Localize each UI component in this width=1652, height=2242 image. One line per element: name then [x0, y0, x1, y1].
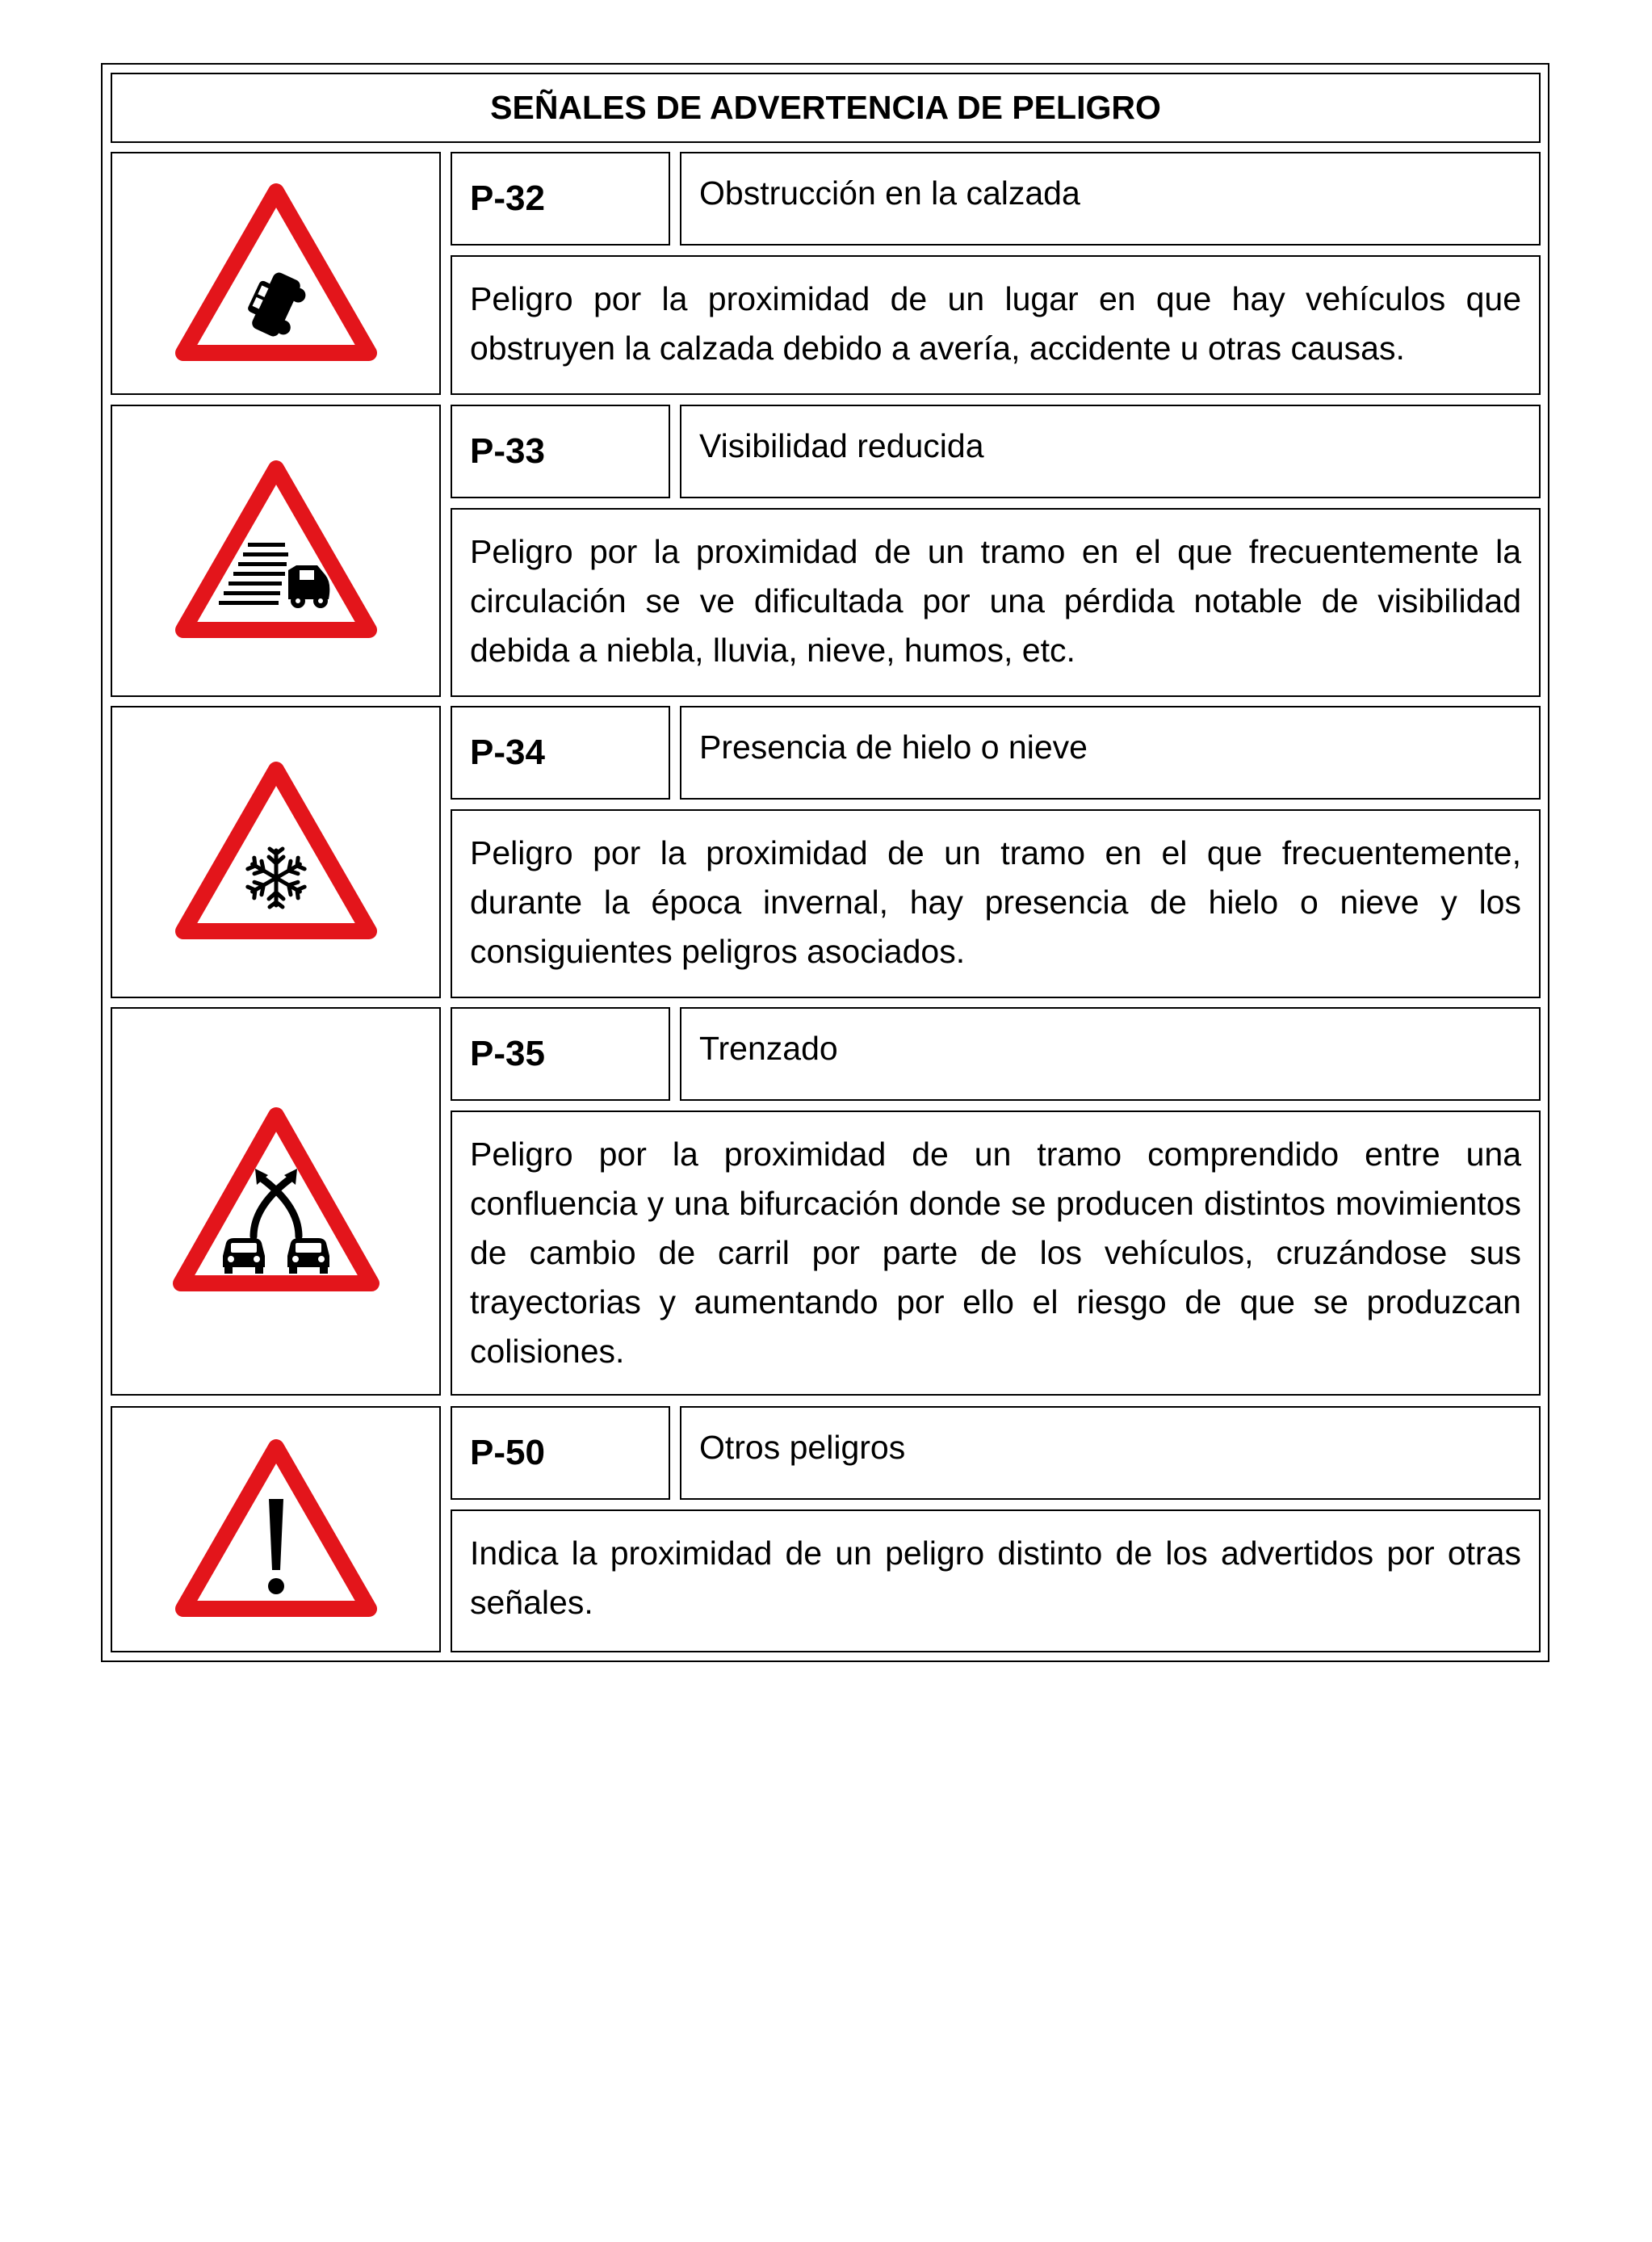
sign-code: P-33	[451, 405, 670, 498]
sign-description: Peligro por la proximidad de un tramo comprendido entre una confluencia y una bifurcación donde se producen distintos movimientos de cambio de carril por parte de los vehículos, cruzándose sus trayectorias y aumentando por ello el riesgo de que se produzcan colisiones.	[451, 1111, 1541, 1396]
sign-name: Presencia de hielo o nieve	[680, 706, 1541, 800]
sign-name: Obstrucción en la calzada	[680, 152, 1541, 246]
sign-description: Indica la proximidad de un peligro distinto de los advertidos por otras señales.	[451, 1509, 1541, 1652]
sign-code: P-34	[451, 706, 670, 800]
sign-image-cell	[111, 1007, 441, 1396]
crossing-lanes-warning-sign-icon	[163, 1101, 389, 1303]
sign-name: Otros peligros	[680, 1406, 1541, 1500]
sign-description: Peligro por la proximidad de un tramo en el que frecuentemente, durante la época invernal, hay presencia de hielo o nieve y los consiguientes peligros asociados.	[451, 809, 1541, 998]
sign-image-cell	[111, 152, 441, 395]
sign-name: Visibilidad reducida	[680, 405, 1541, 498]
snowflake-warning-sign-icon	[167, 755, 385, 949]
sign-image-cell	[111, 405, 441, 697]
sign-image-cell	[111, 1406, 441, 1652]
sign-name: Trenzado	[680, 1007, 1541, 1101]
exclamation-warning-sign-icon	[167, 1433, 385, 1627]
fog-car-warning-sign-icon	[167, 454, 385, 648]
table-title: SEÑALES DE ADVERTENCIA DE PELIGRO	[111, 73, 1541, 143]
sign-code: P-35	[451, 1007, 670, 1101]
overturned-car-warning-sign-icon	[167, 177, 385, 371]
sign-image-cell	[111, 706, 441, 998]
sign-code: P-32	[451, 152, 670, 246]
sign-description: Peligro por la proximidad de un tramo en el que frecuentemente la circulación se ve dificultada por una pérdida notable de visibilidad debida a niebla, lluvia, nieve, humos, etc.	[451, 508, 1541, 697]
sign-code: P-50	[451, 1406, 670, 1500]
sign-description: Peligro por la proximidad de un lugar en que hay vehículos que obstruyen la calzada debido a avería, accidente u otras causas.	[451, 255, 1541, 395]
